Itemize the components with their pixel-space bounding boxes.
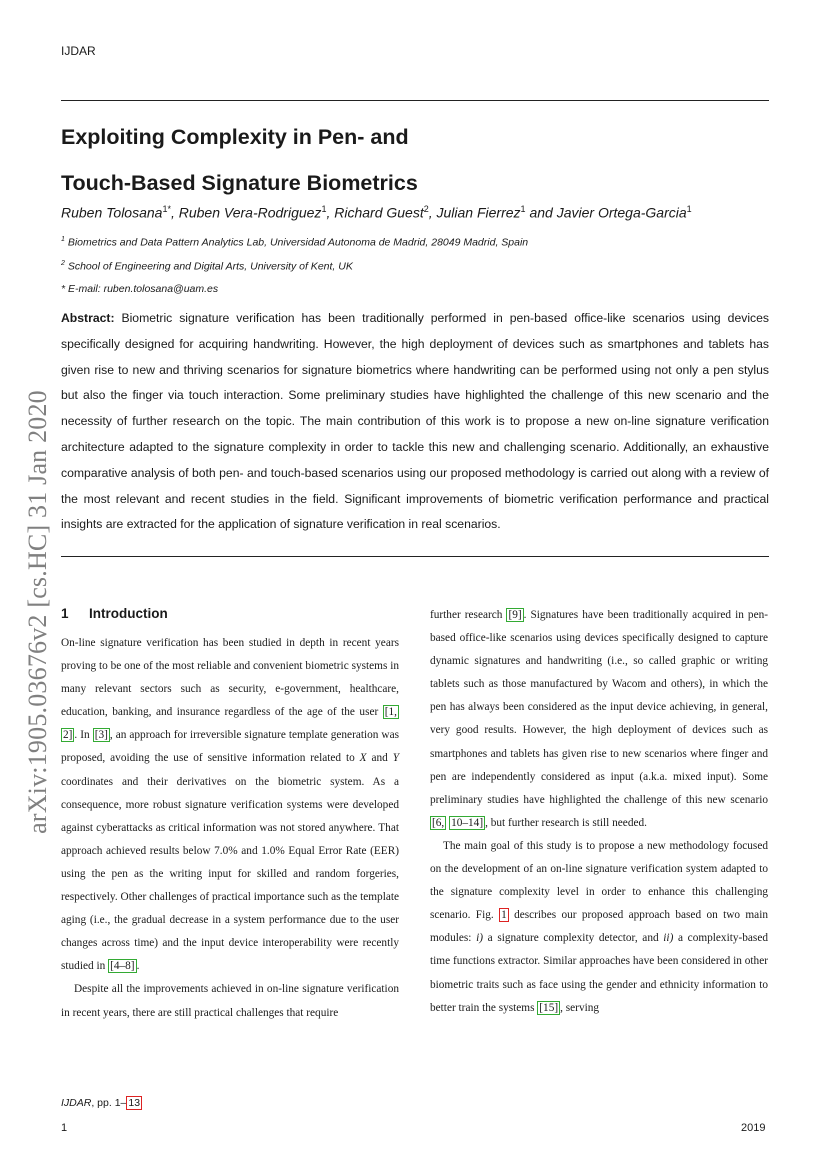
citation-link[interactable]: [4–8] xyxy=(110,960,135,973)
affil-mark: 1 xyxy=(61,236,65,243)
citation-link[interactable]: [3] xyxy=(94,729,108,742)
citation-link[interactable]: [1, xyxy=(384,706,397,719)
author-separator: , xyxy=(170,204,179,221)
footer-citation xyxy=(61,1097,142,1109)
paragraph xyxy=(61,632,399,978)
author-affil-mark: 2 xyxy=(423,204,429,214)
citation-link[interactable]: [15] xyxy=(539,1001,559,1014)
title-line-2: Touch-Based Signature Biometrics xyxy=(61,171,418,195)
math-var: Y xyxy=(392,752,399,765)
author-name: Javier Ortega-Garcia xyxy=(556,204,687,221)
text-run: coordinates and their derivatives on the biometric system. As a consequence, more robust signature verification systems were developed against cyberattacks as critical information was not stored anywhere. That approach achieved results below 7.0% and 1.0% Equal Error Rate (EER) using the pen as the writing input for skilled and random forgeries, respectively. Other challenges of practical importance such as the template aging (i.e., the gradual decrease in a system performance due to the user changes across time) and the input device interoperability were recently studied in xyxy=(61,775,399,973)
footer-journal: IJDAR xyxy=(61,1097,92,1109)
text-run: describes our proposed approach based on two main modules: xyxy=(430,909,768,945)
author-separator: and xyxy=(525,204,557,221)
corresponding-email: * E-mail: ruben.tolosana@uam.es xyxy=(61,283,219,295)
affil-mark: 2 xyxy=(61,260,65,267)
text-run: a signature complexity detector, and xyxy=(483,932,664,945)
text-run: further research xyxy=(430,609,507,621)
top-rule xyxy=(61,100,769,101)
author-affil-mark: 1 xyxy=(686,204,692,214)
section-title: Introduction xyxy=(89,606,168,621)
text-run: , serving xyxy=(560,1001,600,1014)
text-run: . In xyxy=(74,729,93,742)
math-var: X xyxy=(359,752,367,765)
citation-link[interactable]: [9] xyxy=(508,609,522,621)
author-list xyxy=(61,204,692,221)
footer-year: 2019 xyxy=(741,1122,766,1134)
author-affil-mark: 1 xyxy=(321,204,327,214)
footer-pages: , pp. 1– xyxy=(91,1097,127,1109)
text-run: . xyxy=(136,960,140,973)
author-separator: , xyxy=(326,204,335,221)
affiliation-text: School of Engineering and Digital Arts, University of Kent, UK xyxy=(67,260,353,273)
running-header: IJDAR xyxy=(61,44,96,58)
list-marker: ii) xyxy=(663,932,674,945)
citation-link[interactable]: 10–14] xyxy=(451,816,484,829)
text-run: . Signatures have been traditionally acquired in pen-based office-like scenarios using devices specifically designed to capture dynamic signatures and handwriting (i.e., so called graphic or writing tablets such as those manufactured by Wacom and others), in which the pen has always been considered as the input device achieving, in general, very good results. However, the high deployment of devices such as smartphones and tablets has given rise to new scenarios where finger and pen are independently considered as input (a.k.a. mixed input). Some preliminary studies have highlighted the challenge of this new scenario xyxy=(430,609,768,806)
author-separator: , xyxy=(428,204,437,221)
author-affil-mark: 1 xyxy=(520,204,526,214)
right-column xyxy=(430,604,768,1020)
arxiv-stamp-text: arXiv:1905.03676v2 [cs.HC] 31 Jan 2020 xyxy=(23,390,52,834)
bottom-rule xyxy=(61,556,769,557)
author-name: Richard Guest xyxy=(334,204,424,221)
affiliation-1 xyxy=(61,236,528,249)
last-page-link[interactable]: 13 xyxy=(128,1097,141,1109)
paragraph xyxy=(430,835,768,1020)
author-name: Ruben Vera-Rodriguez xyxy=(178,204,322,221)
abstract-label: Abstract: xyxy=(61,311,115,325)
author-affil-mark: 1* xyxy=(162,204,171,214)
list-marker: i) xyxy=(476,932,483,945)
page-number: 1 xyxy=(61,1122,68,1134)
author-name: Ruben Tolosana xyxy=(61,204,163,221)
figure-link[interactable]: 1 xyxy=(501,909,507,922)
author-name: Julian Fierrez xyxy=(436,204,521,221)
section-number: 1 xyxy=(61,606,69,621)
citation-link[interactable]: 2] xyxy=(63,729,73,742)
section-heading xyxy=(61,606,168,621)
text-run: a complexity-based time functions extractor. Similar approaches have been considered in other biometric traits such as face using the gender and ethnicity information to better train the systems xyxy=(430,932,768,1014)
left-column xyxy=(61,632,399,1025)
paragraph xyxy=(430,604,768,835)
paper-title xyxy=(61,114,769,206)
paragraph: Despite all the improvements achieved in on-line signature verification in recent years, there are still practical challenges that require xyxy=(61,983,399,1019)
text-run: , but further research is still needed. xyxy=(485,816,647,829)
affiliation-text: Biometrics and Data Pattern Analytics Lab, Universidad Autonoma de Madrid, 28049 Madrid, Spain xyxy=(67,236,529,249)
text-run: , an approach for irreversible signature template generation was proposed, avoiding the use of sensitive information related to xyxy=(61,729,399,765)
text-run: On-line signature verification has been studied in depth in recent years proving to be one of the most reliable and convenient biometric systems in many relevant sectors such as security, e-government, healthcare, education, banking, and insurance regardless of the age of the user xyxy=(61,637,399,719)
text-run: and xyxy=(366,752,393,765)
abstract xyxy=(61,306,769,538)
affiliation-2 xyxy=(61,260,353,273)
title-line-1: Exploiting Complexity in Pen- and xyxy=(61,125,409,149)
abstract-text: Biometric signature verification has been traditionally performed in pen-based office-like scenarios using devices specifically designed for acquiring handwriting. However, the high deployment of devices such as smartphones and tablets has given rise to new and thriving scenarios for signature biometrics where handwriting can be performed using not only a pen stylus but also the finger via touch interaction. Some preliminary studies have highlighted the challenge of this new scenario and the necessity of further research on the topic. The main contribution of this work is to propose a new on-line signature verification architecture adapted to the signature complexity in order to tackle this new and challenging scenario. Additionally, an exhaustive comparative analysis of both pen- and touch-based scenarios using our proposed methodology is carried out along with a review of the most relevant and recent studies in the field. Significant improvements of biometric verification performance and practical insights are extracted for the application of signature verification in real scenarios. xyxy=(61,311,769,532)
text-run: The main goal of this study is to propose a new methodology focused on the development of an on-line signature verification system adapted to the signature complexity level in order to enhance this challenging scenario. Fig. xyxy=(430,839,768,922)
citation-link[interactable]: [6, xyxy=(432,816,445,829)
